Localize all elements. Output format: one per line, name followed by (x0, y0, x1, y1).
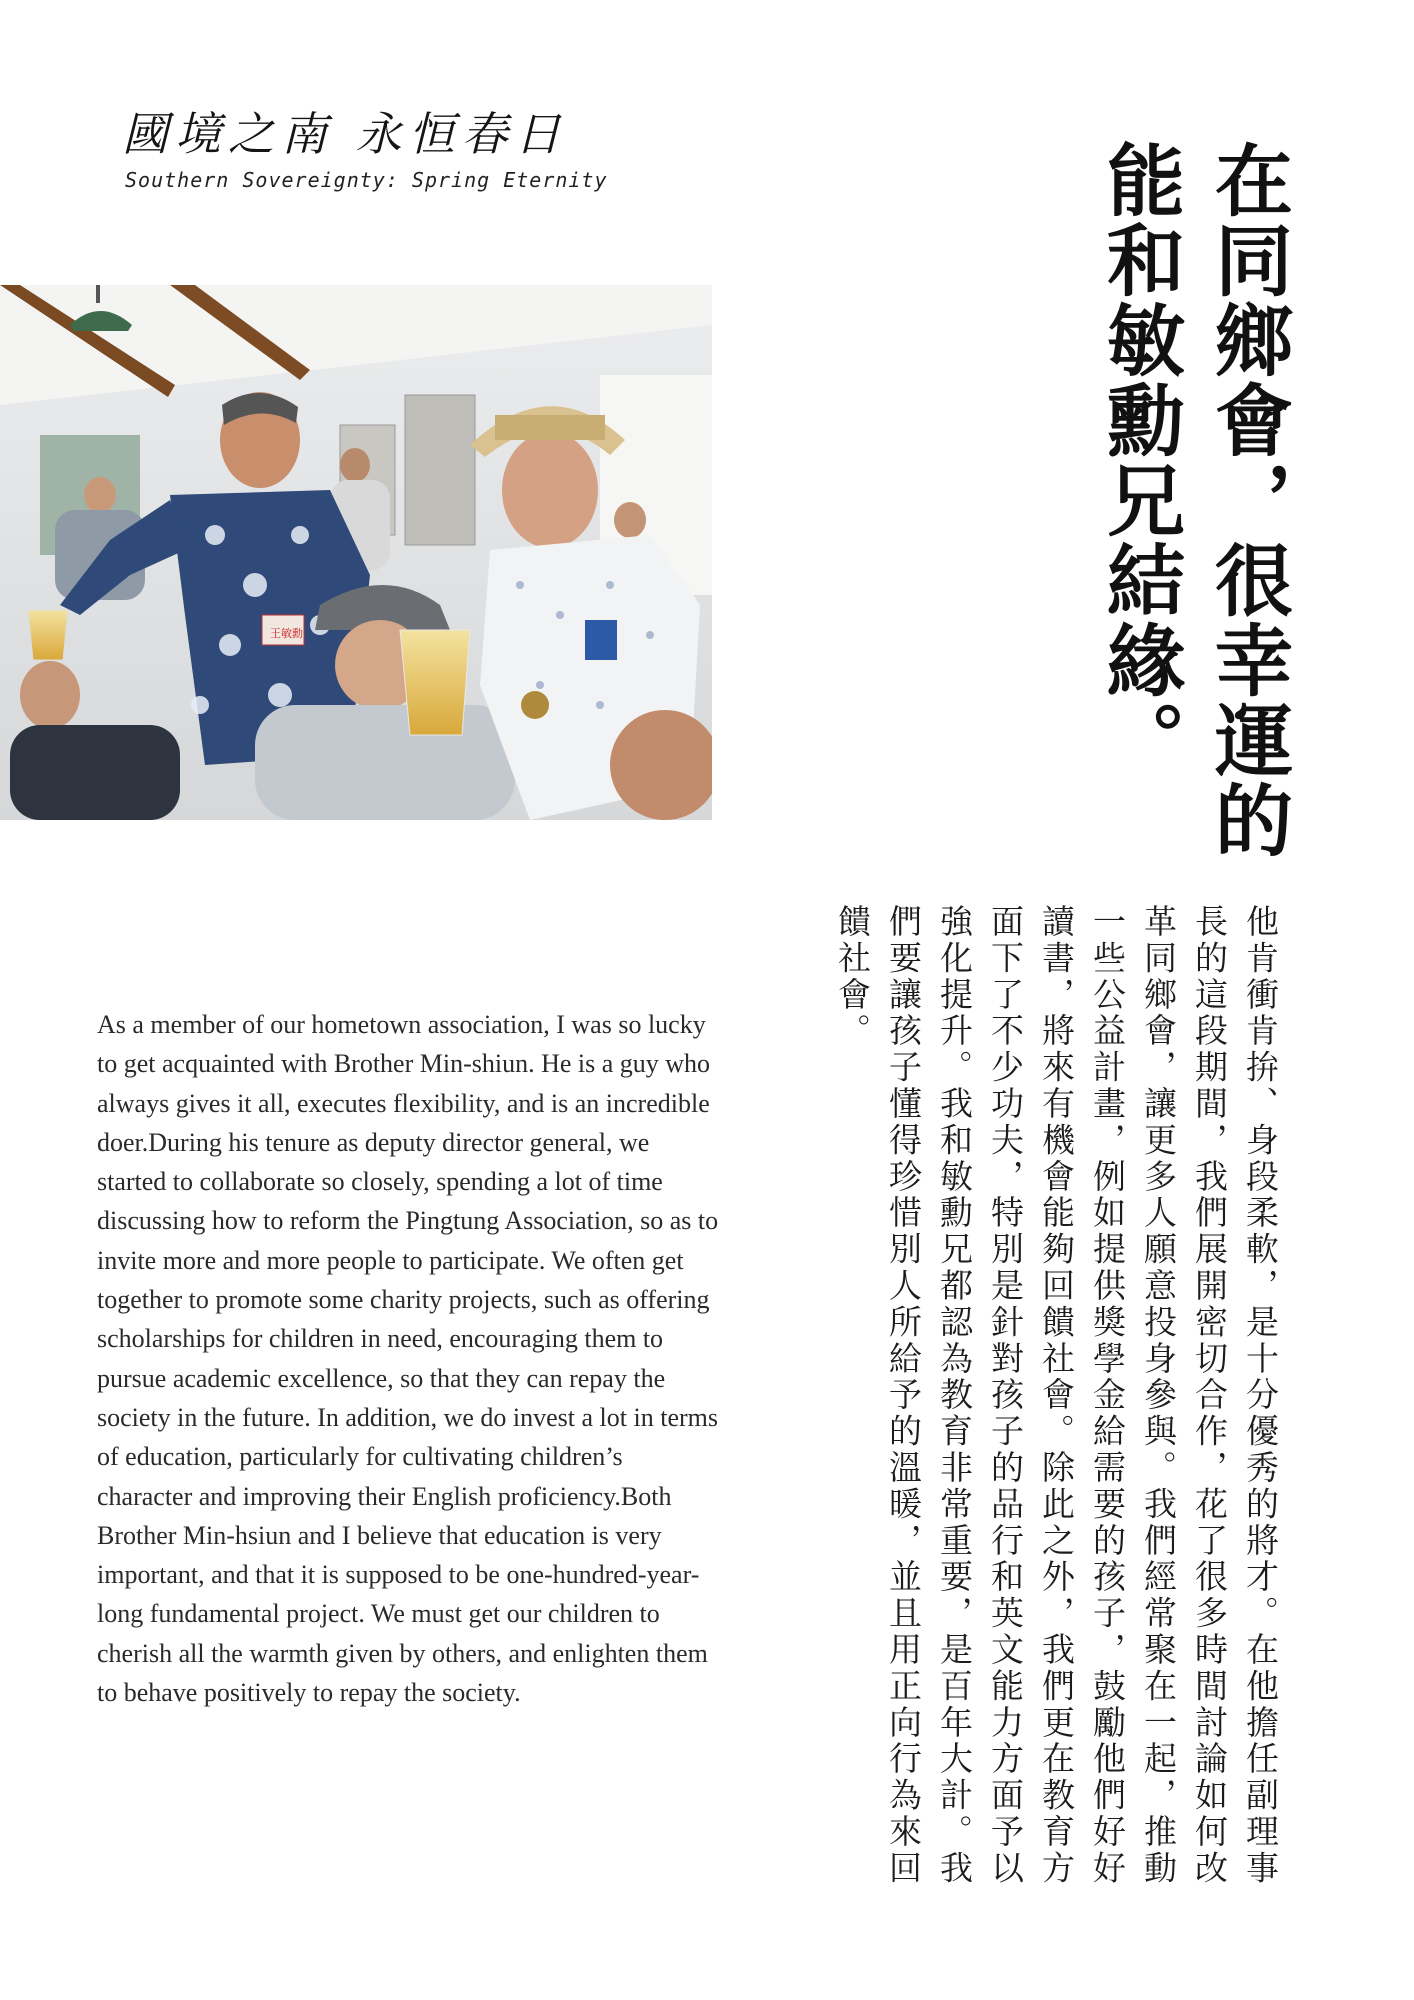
event-photo (0, 285, 712, 820)
headline-vertical: 在同鄉會，很幸運的能和敏勳兄結緣。 (1094, 140, 1293, 860)
english-body-text: As a member of our hometown association, I was so lucky to get acquainted with Brother Min-shiun. He is a guy who always gives it all, executes flexibility, and is an incredible doer.During his tenure as deputy director general, we started to collaborate so closely, spending a lot of time discussing how to reform the Pingtung Association, so as to invite more and more people to participate. We often get together to promote some charity projects, such as offering scholarships for children in need, encouraging them to pursue academic excellence, so that they can repay the society in the future. In addition, we do invest a lot in terms of education, particularly for cultivating children’s character and improving their English proficiency.Both Brother Min-hsiun and I believe that education is very important, and that it is supposed to be one-hundred-year-long fundamental project. We must get our children to cherish all the warmth given by others, and enlighten them to behave positively to repay the society. (97, 1010, 719, 1708)
name-badge-text: 王敏勳 (270, 627, 303, 640)
chinese-body-text: 他肯衝肯拚、身段柔軟，是十分優秀的將才。在他擔任副理事長的這段期間，我們展開密切合作，花了很多時間討論如何改革同鄉會，讓更多人願意投身參與。我們經常聚在一起，推動一些公益計畫，例如提供獎學金給需要的孩子，鼓勵他們好好讀書，將來有機會能夠回饋社會。除此之外，我們更在教育方面下了不少功夫，特別是針對孩子的品行和英文能力方面予以強化提升。我和敏勳兄都認為教育非常重要，是百年大計。我們要讓孩子懂得珍惜別人所給予的溫暖，並且用正向行為來回饋社會。 (833, 904, 1280, 1887)
brand-title-english: Southern Sovereignty: Spring Eternity (125, 168, 608, 192)
brand-title-chinese: 國境之南 永恒春日 (122, 107, 568, 161)
